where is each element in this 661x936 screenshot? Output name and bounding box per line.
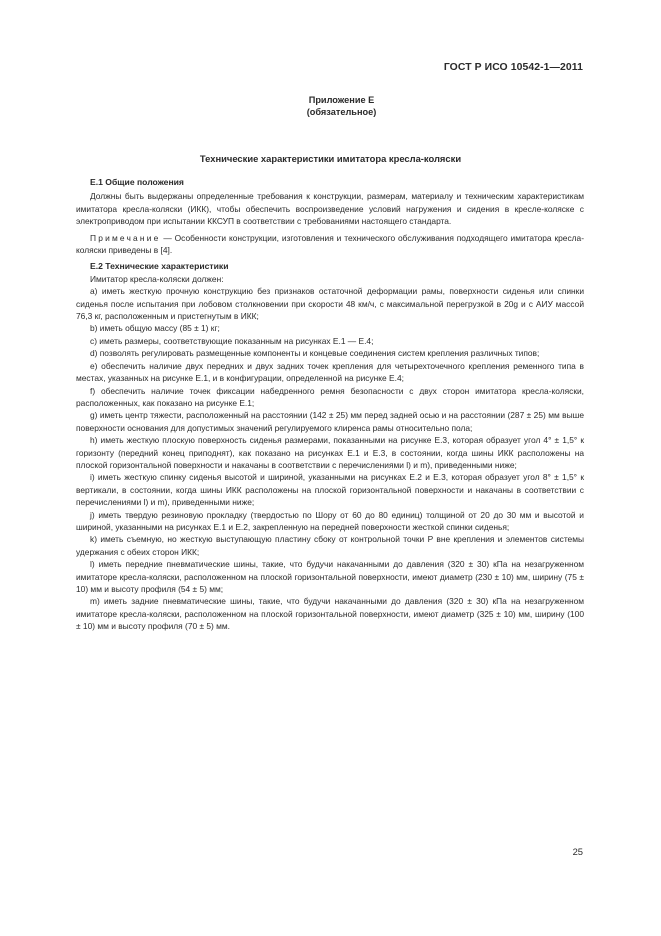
note-paragraph bbox=[76, 232, 584, 257]
section-heading-e1: Е.1 Общие положения bbox=[90, 177, 184, 187]
requirement-item-j: j) иметь твердую резиновую прокладку (твердостью по Шору от 60 до 80 единиц) толщиной от 20 до 30 мм и высотой и шириной, указанными на рисунках Е.1 и Е.2, закрепленную на передней поверхности жесткой спинки сиденья; bbox=[76, 509, 584, 532]
requirement-item-e: e) обеспечить наличие двух передних и двух задних точек крепления для четырехточечного крепления ременного типа в местах, указанных на рисунке Е.1, и в конфигурации, определенной на рисунке Е.4; bbox=[76, 360, 584, 384]
general-provisions-paragraph: Должны быть выдержаны определенные требования к конструкции, размерам, материалу и техническим характеристикам имитатора кресла-коляски (ИКК), чтобы обеспечить воспроизведение условий нагружения и сидения в кресле-коляске с электроприводом при испытании ККСУП в соответствии с требованиями настоящего стандарта. bbox=[76, 191, 584, 227]
document-body bbox=[76, 176, 584, 633]
note-text: — Особенности конструкции, изготовления и технического обслуживания подходящего имитатора кресла-коляски приведены в [4]. bbox=[76, 232, 584, 256]
page-number: 25 bbox=[572, 846, 583, 857]
note-label: Примечание bbox=[90, 232, 161, 243]
requirement-item-f: f) обеспечить наличие точек фиксации набедренного ремня безопасности с двух сторон имитатора кресла-коляски, расположенных, как показано на рисунке Е.1; bbox=[76, 385, 584, 408]
appendix-block bbox=[0, 94, 661, 118]
requirement-item-b: b) иметь общую массу (85 ± 1) кг; bbox=[90, 323, 220, 334]
requirement-item-h: h) иметь жесткую плоскую поверхность сиденья размерами, показанными на рисунке Е.3, которая образует угол 4° ± 1,5° к горизонту (передний конец приподнят), как показано на рисунках Е.1 и Е.3, в состоянии, когда шины ИКК расположены на плоской горизонтальной поверхности и накачаны в соответствии с перечислениями l) и m), приведенными ниже; bbox=[76, 435, 584, 470]
requirement-item-l: l) иметь передние пневматические шины, такие, что будучи накачанными до давления (320 ± 30) кПа на незагруженном имитаторе кресла-коляски, расположенном на плоской горизонтальной поверхности, имеют диаметр (230 ± 10) мм, ширину (75 ± 10) мм и высоту профиля (54 ± 5) мм; bbox=[76, 559, 584, 594]
standard-number: ГОСТ Р ИСО 10542-1—2011 bbox=[443, 62, 583, 73]
requirement-item-d: d) позволять регулировать размещенные компоненты и концевые соединения систем крепления различных типов; bbox=[90, 348, 540, 359]
requirements-intro: Имитатор кресла-коляски должен: bbox=[90, 273, 224, 284]
requirement-item-a: a) иметь жесткую прочную конструкцию без признаков остаточной деформации рамы, поверхности сиденья или спинки сиденья после испытания при лобовом столкновении при скорости 48 км/ч, с максимальной перегрузкой в 20g и с АИУ массой 76,3 кг, расположенным и пристегнутым в ИКК; bbox=[76, 286, 584, 322]
appendix-status: (обязательное) bbox=[306, 107, 377, 117]
appendix-title: Приложение Е bbox=[308, 95, 375, 105]
requirement-item-c: c) иметь размеры, соответствующие показанным на рисунках Е.1 — Е.4; bbox=[90, 335, 374, 346]
requirement-item-i: i) иметь жесткую спинку сиденья высотой и шириной, указанными на рисунках Е.2 и Е.3, которая образует угол 8° ± 1,5° к вертикали, в состоянии, когда шины ИКК расположены на плоской горизонтальной поверхности и накачаны в соответствии с перечислениями l) и m), приведенными ниже; bbox=[76, 472, 584, 508]
requirement-item-k: k) иметь съемную, но жесткую выступающую пластину сбоку от контрольной точки P вне крепления и элементов системы удержания с обеих сторон ИКК; bbox=[76, 534, 584, 557]
requirement-item-m: m) иметь задние пневматические шины, такие, что будучи накачанными до давления (320 ± 30) кПа на незагруженном имитаторе кресла-коляски, расположенном на плоской горизонтальной поверхности, имеют диаметр (325 ± 10) мм, ширину (100 ± 10) мм и высоту профиля (70 ± 5) мм. bbox=[76, 596, 584, 632]
requirement-item-g: g) иметь центр тяжести, расположенный на расстоянии (142 ± 25) мм перед задней осью и на расстоянии (287 ± 25) мм выше поверхности основания для допустимых значений регулируемого клиренса рамы относительно пола; bbox=[76, 410, 584, 433]
section-heading-e2: Е.2 Технические характеристики bbox=[90, 261, 229, 272]
document-title: Технические характеристики имитатора кресла-коляски bbox=[199, 153, 462, 164]
